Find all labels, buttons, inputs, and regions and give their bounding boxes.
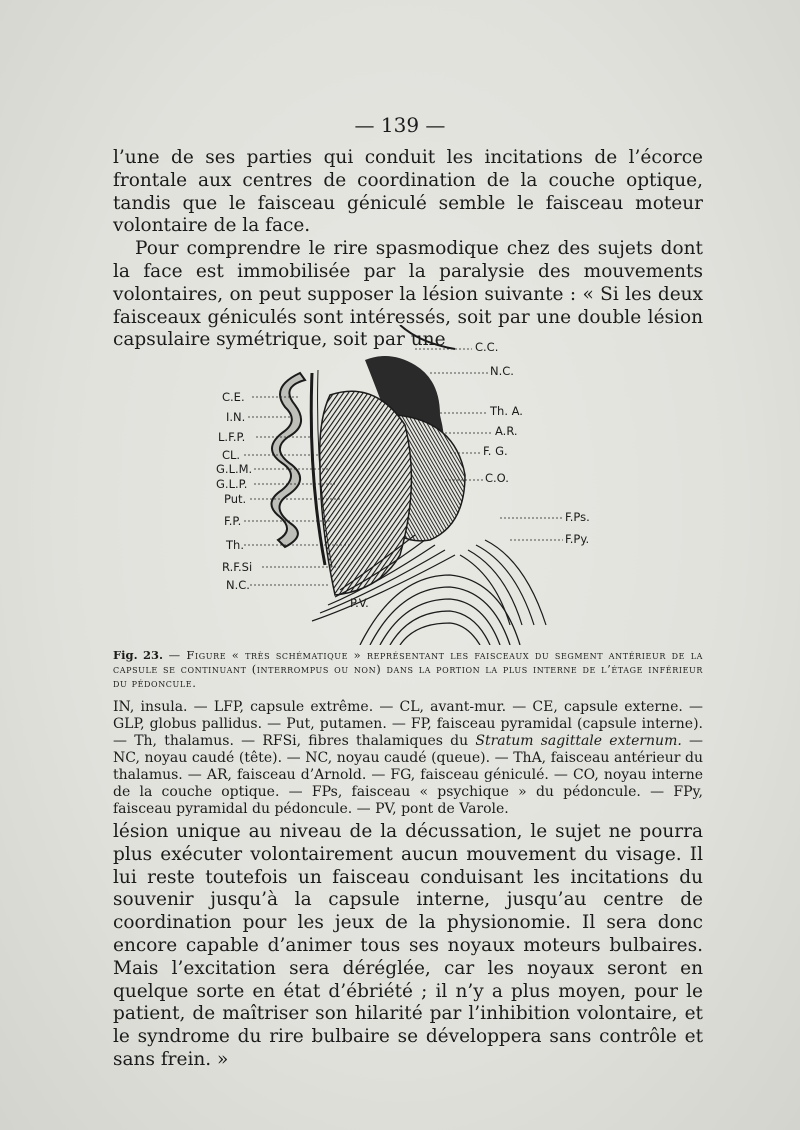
legend-part-2: — NC, noyau caudé (tête). — NC, noyau caudé (queue). — ThA, faisceau antérieur du thalamus. — AR, faisceau d’Arnold. — FG, faisceau géniculé. — CO, noyau interne de la couche optique. — FPs, faisceau « psychique » du pédoncule. — FPy, faisceau pyramidal du pédoncule. — PV, pont de Varole. [113,733,704,817]
label-fpy: F.Py. [565,532,590,546]
body-text-bottom [113,821,703,1072]
label-nc-right: N.C. [490,364,514,378]
label-glm: G.L.M. [216,462,253,476]
figure-number: Fig. 23. [113,648,163,662]
label-fp: F.P. [224,514,242,528]
label-put: Put. [224,492,247,506]
paragraph-continuation: l’une de ses parties qui conduit les incitations de l’écorce frontale aux centres de coordination de la couche optique, tandis que le faisceau géniculé semble le faisceau moteur volontaire de la face. [113,147,703,237]
label-th: Th. [226,538,244,552]
page-number: — 139 — [354,113,446,137]
figure-title: — Figure « très schématique » représentant les faisceaux du segment antérieur de la capsule se continuant (interrompus ou non) dans la portion la plus interne de l’étage inférieur du pédoncule. [113,648,703,690]
label-tha: Th. A. [490,404,523,418]
legend-italic-term: Stratum sagittale externum. [475,733,682,749]
label-in: I.N. [226,410,246,424]
label-nc-left: N.C. [226,578,250,592]
label-rfsi: R.F.Si [222,560,253,574]
capsule-shape [320,391,412,595]
anatomical-figure [200,325,620,645]
right-labels [475,340,590,546]
label-fps: F.Ps. [565,510,590,524]
label-cc: C.C. [475,340,499,354]
label-glp: G.L.P. [216,477,248,491]
label-fg: F. G. [483,444,508,458]
label-ar: A.R. [495,424,518,438]
figure-23-drawing [200,325,620,645]
legend-part-1: IN, insula. — LFP, capsule extrême. — CL, avant-mur. — CE, capsule externe. — GLP, globus pallidus. — Put, putamen. — FP, faisceau pyramidal (capsule interne). — Th, thalamus. — RFSi, fibres thalamiques du [113,699,703,749]
left-labels [216,390,252,592]
body-text-top [113,147,703,352]
pons-arcs [360,575,520,645]
paragraph-decussation: lésion unique au niveau de la décussation, le sujet ne pourra plus exécuter volontairement aucun mouvement du visage. Il lui reste toutefois un faisceau conduisant les incitations du souvenir jusqu’à la capsule interne, jusqu’au centre de coordination pour les jeux de la physionomie. Il sera donc encore capable d’animer tous ses noyaux moteurs bulbaires. Mais l’excitation sera déréglée, car les noyaux seront en quelque sorte en état d’ébriété ; il n’y a plus moyen, pour le patient, de maîtriser son hilarité par l’inhibition volontaire, et le syndrome du rire bulbaire se développera sans contrôle et sans frein. » [113,821,703,1070]
label-cl: CL. [222,448,241,462]
label-lfp: L.F.P. [218,430,246,444]
label-co: C.O. [485,471,509,485]
corpus-callosum-shape [400,325,455,349]
paragraph-rire-spasmodique: Pour comprendre le rire spasmodique chez des sujets dont la face est immobilisée par la paralysie des mouvements volontaires, on peut supposer la lésion suivante : « Si les deux faisceaux géniculés sont intéressés, soit par une double lésion capsulaire symétrique, soit par une [113,238,703,351]
figure-caption [113,648,703,690]
figure-legend [113,699,703,818]
label-ce: C.E. [222,390,245,404]
label-pv: P.V. [350,596,369,610]
